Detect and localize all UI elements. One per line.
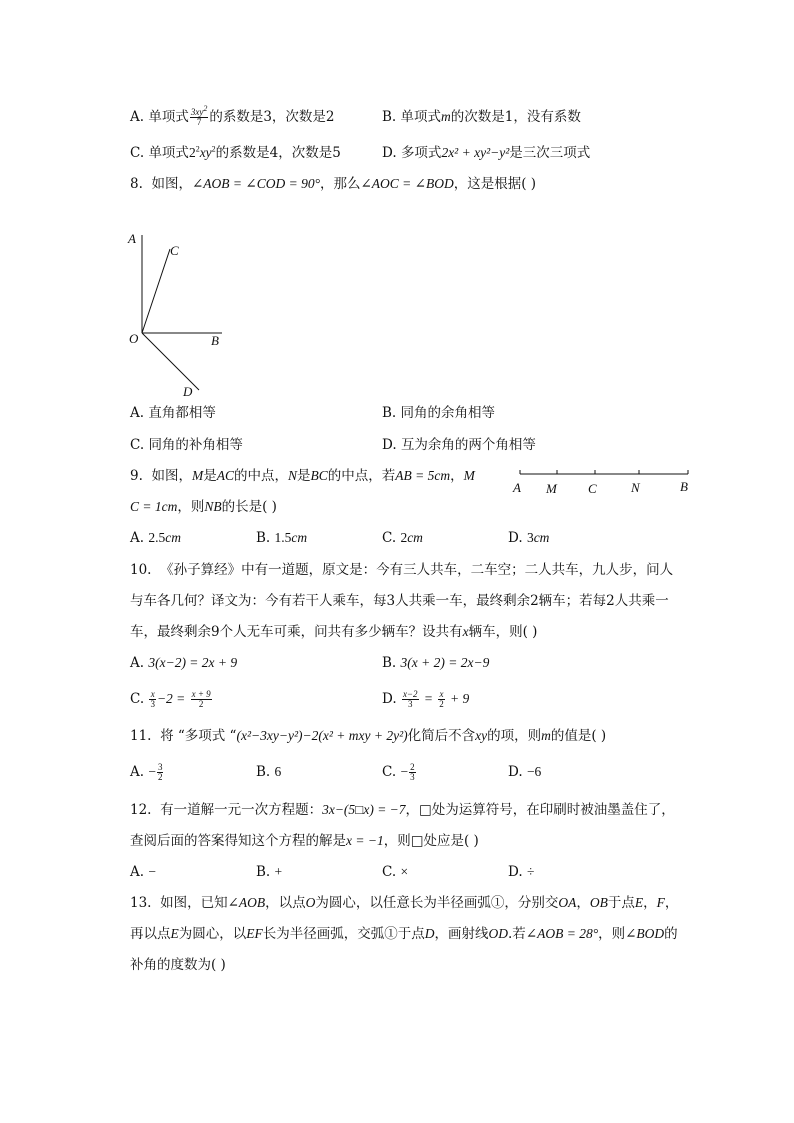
q7-a-fraction: $\frac{3xy^2}{7}$ <box>190 104 208 127</box>
q12-option-a: A. − <box>130 864 156 880</box>
label-b: B <box>211 333 219 348</box>
q7-option-a: A. 单项式 $\frac{3xy^2}{7}$ 的系数是3，次数是2 <box>130 104 335 127</box>
q11-c-fraction: $\frac{2}{3}$ <box>410 762 415 782</box>
q9-stem-line2: C = 1cm，则NB的长是( ) <box>130 499 277 515</box>
q9-stem-line1: 9. 如图，M是AC的中点，N是BC的中点，若AB = 5cm，M <box>130 468 475 484</box>
q12-option-c: C. × <box>382 864 409 880</box>
q12-option-b: B. + <box>256 864 283 880</box>
ray-od <box>142 333 199 390</box>
label-n: N <box>631 480 640 495</box>
label-a: A <box>128 231 136 246</box>
q10-d-fraction-right: $\frac{x}{2}$ <box>439 689 444 709</box>
q8-option-d: D. 互为余角的两个角相等 <box>382 437 536 453</box>
q10-stem-line1: 10. 《孙子算经》中有一道题，原文是：今有三人共车，二车空；二人共车，九人步，问人 <box>130 562 674 578</box>
q10-c-fraction-right: $\frac{x + 9}{2}$ <box>191 689 211 709</box>
q11-stem: 11. 将 “多项式 “(x²−3xy−y²)−2(x² + mxy + 2y²)化简后不含xy的项，则m的值是( ) <box>130 728 607 744</box>
label-c: C <box>170 243 179 258</box>
q11-option-c: C. − $\frac{2}{3}$ <box>382 762 415 782</box>
q11-a-fraction: $\frac{3}{2}$ <box>157 762 163 782</box>
q8-angle-figure <box>122 225 237 400</box>
q9-option-a: A. 2.5cm <box>130 530 181 546</box>
q13-stem-line2: 再以点E为圆心，以EF长为半径画弧，交弧①于点D，画射线OD.若∠AOB = 28°，则∠BOD的 <box>130 926 678 942</box>
q9-option-d: D. 3cm <box>508 530 550 546</box>
q12-stem-line2: 查阅后面的答案得知这个方程的解是x = −1，则□处应是( ) <box>130 833 479 849</box>
ray-oc <box>142 249 170 333</box>
label-a: A <box>513 480 521 495</box>
label-m: M <box>546 481 557 496</box>
q11-option-a: A. − $\frac{3}{2}$ <box>130 762 163 782</box>
q11-option-b: B. 6 <box>256 764 282 780</box>
q13-stem-line1: 13. 如图，已知∠AOB，以点O为圆心，以任意长为半径画弧①，分别交OA，OB于点E，F， <box>130 895 679 911</box>
q12-stem-line1: 12. 有一道解一元一次方程题：3x−(5□x) = −7，□处为运算符号，在印刷时被油墨盖住了， <box>130 802 675 818</box>
label-d: D <box>183 384 193 399</box>
q10-option-d: D. $\frac{x-2}{3}$ = $\frac{x}{2}$ + 9 <box>382 689 470 709</box>
q10-option-b: B. 3(x + 2) = 2x−9 <box>382 655 490 671</box>
q9-option-b: B. 1.5cm <box>256 530 308 546</box>
q8-stem: 8. 如图，∠AOB = ∠COD = 90°，那么∠AOC = ∠BOD，这是根据( ) <box>130 176 537 192</box>
q10-stem-line3: 车，最终剩余9个人无车可乘，问共有多少辆车？设共有x辆车，则( ) <box>130 624 538 640</box>
q7-option-b: B. 单项式m的次数是1，没有系数 <box>382 109 581 125</box>
q7-option-c: C. 单项式$2^2xy^2$的系数是4，次数是5 <box>130 144 341 161</box>
q10-stem-line2: 与车各几何？译文为：今有若干人乘车，每3人共乘一车，最终剩余2辆车；若每2人共乘一 <box>130 593 669 609</box>
q10-c-fraction-left: $\frac{x}{3}$ <box>150 689 155 709</box>
q8-option-a: A. 直角都相等 <box>130 405 216 421</box>
q13-stem-line3: 补角的度数为( ) <box>130 957 226 973</box>
q9-option-c: C. 2cm <box>382 530 423 546</box>
q10-option-c: C. $\frac{x}{3}$ −2 = $\frac{x + 9}{2}$ <box>130 689 211 709</box>
label-b: B <box>680 479 688 494</box>
q8-option-c: C. 同角的补角相等 <box>130 437 243 453</box>
q10-option-a: A. 3(x−2) = 2x + 9 <box>130 655 238 671</box>
label-c: C <box>588 481 597 496</box>
q7-option-d: D. 多项式2x² + xy²−y²是三次三项式 <box>382 145 591 161</box>
q10-d-fraction-left: $\frac{x-2}{3}$ <box>402 689 418 709</box>
q11-option-d: D. −6 <box>508 764 542 780</box>
q12-option-d: D. ÷ <box>508 864 535 880</box>
q9-segment-figure <box>508 466 698 496</box>
q8-option-b: B. 同角的余角相等 <box>382 405 496 421</box>
label-o: O <box>129 331 139 346</box>
